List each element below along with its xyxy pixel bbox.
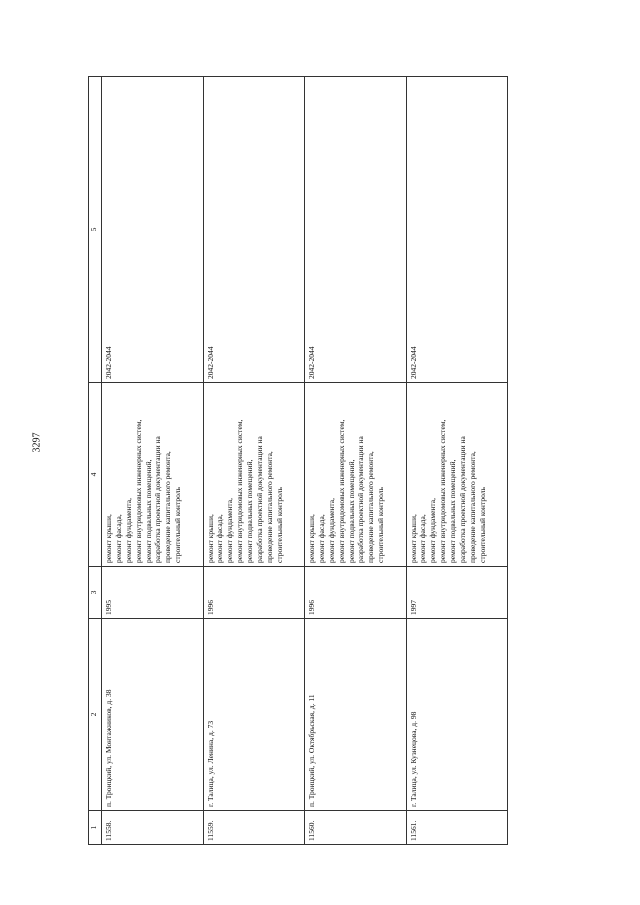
- row-year: 1996: [305, 567, 407, 619]
- work-item: проведение капитального ремонта,: [264, 451, 274, 563]
- work-item: строительный контроль: [173, 487, 183, 563]
- table-row: [406, 77, 508, 845]
- table-row: [102, 77, 204, 845]
- work-item: ремонт фасада,: [113, 514, 123, 563]
- table-row: [203, 77, 305, 845]
- work-item: ремонт внутридомовых инженерных систем,: [438, 419, 448, 563]
- header-row: [89, 77, 102, 845]
- work-item: ремонт фасада,: [418, 514, 428, 563]
- row-year: 1995: [102, 567, 204, 619]
- row-year: 1997: [406, 567, 508, 619]
- row-address: п. Троицкий, ул. Октябрьская, д. 11: [305, 619, 407, 811]
- page-number: 3297: [31, 432, 43, 453]
- work-item: разработка проектной документации на: [356, 436, 366, 563]
- row-works: [203, 383, 305, 567]
- row-period: 2042-2044: [203, 77, 305, 383]
- header-col-5: 5: [89, 77, 102, 383]
- work-item: проведение капитального ремонта,: [366, 451, 376, 563]
- work-item: строительный контроль: [376, 487, 386, 563]
- table-row: [305, 77, 407, 845]
- row-period: 2042-2044: [406, 77, 508, 383]
- work-item: ремонт фундамента,: [225, 498, 235, 563]
- registry-table: [88, 76, 508, 845]
- row-works: [102, 383, 204, 567]
- rotated-table-frame: [88, 77, 508, 845]
- work-item: ремонт крыши,: [307, 514, 316, 563]
- work-item: проведение капитального ремонта,: [163, 451, 173, 563]
- header-col-1: 1: [89, 811, 102, 845]
- row-address: г. Талица, ул. Кузнецова, д. 98: [406, 619, 508, 811]
- row-works: [406, 383, 508, 567]
- work-item: разработка проектной документации на: [153, 436, 163, 563]
- header-col-2: 2: [89, 619, 102, 811]
- work-item: ремонт подвальных помещений,: [346, 459, 356, 563]
- work-item: ремонт фасада,: [215, 514, 225, 563]
- work-item: ремонт внутридомовых инженерных систем,: [133, 419, 143, 563]
- work-item: ремонт подвальных помещений,: [245, 459, 255, 563]
- work-item: разработка проектной документации на: [254, 436, 264, 563]
- header-col-3: 3: [89, 567, 102, 619]
- work-item: ремонт подвальных помещений,: [448, 459, 458, 563]
- work-item: ремонт крыши,: [104, 514, 113, 563]
- work-item: ремонт подвальных помещений,: [143, 459, 153, 563]
- work-item: ремонт крыши,: [408, 514, 418, 563]
- row-address: г. Талица, ул. Ленина, д. 73: [203, 619, 305, 811]
- work-item: ремонт фундамента,: [123, 498, 133, 563]
- work-item: ремонт фундамента,: [428, 498, 438, 563]
- row-number: 11559.: [203, 811, 305, 845]
- row-period: 2042-2044: [102, 77, 204, 383]
- work-item: ремонт крыши,: [205, 514, 215, 563]
- row-number: 11561.: [406, 811, 508, 845]
- row-period: 2042-2044: [305, 77, 407, 383]
- work-item: строительный контроль: [274, 487, 284, 563]
- row-works: [305, 383, 407, 567]
- work-item: ремонт внутридомовых инженерных систем,: [336, 419, 346, 563]
- work-item: ремонт фундамента,: [326, 498, 336, 563]
- row-address: п. Троицкий, ул. Монтажников, д. 38: [102, 619, 204, 811]
- row-number: 11558.: [102, 811, 204, 845]
- row-year: 1996: [203, 567, 305, 619]
- work-item: разработка проектной документации на: [457, 436, 467, 563]
- work-item: проведение капитального ремонта,: [467, 451, 477, 563]
- work-item: ремонт внутридомовых инженерных систем,: [235, 419, 245, 563]
- table-container: [88, 77, 508, 845]
- work-item: строительный контроль: [477, 487, 487, 563]
- work-item: ремонт фасада,: [316, 514, 326, 563]
- header-col-4: 4: [89, 383, 102, 567]
- row-number: 11560.: [305, 811, 407, 845]
